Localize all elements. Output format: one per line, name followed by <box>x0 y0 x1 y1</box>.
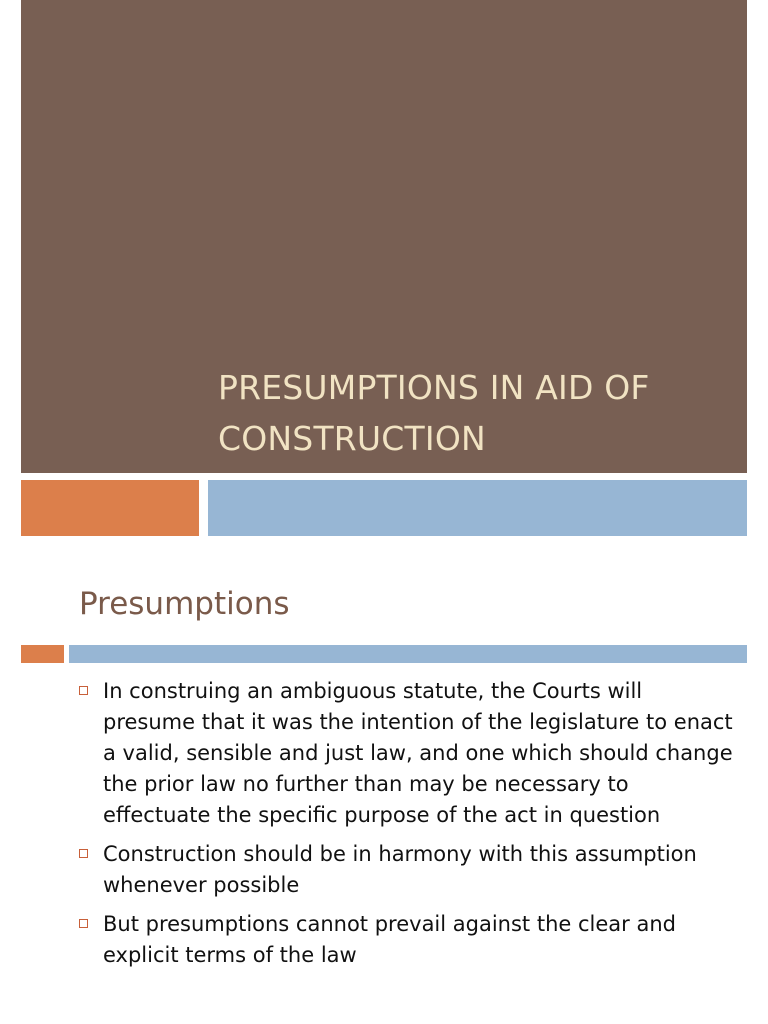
bullet-item <box>79 909 739 971</box>
content-slide-orange-accent-bar <box>21 645 64 663</box>
bullet-item <box>79 839 739 901</box>
bullet-item <box>79 676 739 831</box>
bullet-text: Construction should be in harmony with this assumption whenever possible <box>103 842 697 897</box>
content-slide-heading: Presumptions <box>79 586 290 622</box>
bullet-text: But presumptions cannot prevail against the clear and explicit terms of the law <box>103 912 676 967</box>
hollow-square-bullet-icon <box>79 919 88 928</box>
title-slide-orange-accent-bar <box>21 480 199 536</box>
hollow-square-bullet-icon <box>79 849 88 858</box>
content-slide-blue-accent-bar <box>69 645 747 663</box>
bullet-text: In construing an ambiguous statute, the Courts will presume that it was the intention of the legislature to enact a valid, sensible and just law, and one which should change the prior law no further than may be necessary to effectuate the specific purpose of the act in question <box>103 679 733 827</box>
title-slide-title: PRESUMPTIONS IN AID OF CONSTRUCTION <box>218 368 650 458</box>
bullet-list <box>79 676 739 979</box>
title-slide-blue-accent-bar <box>208 480 747 536</box>
hollow-square-bullet-icon <box>79 686 88 695</box>
